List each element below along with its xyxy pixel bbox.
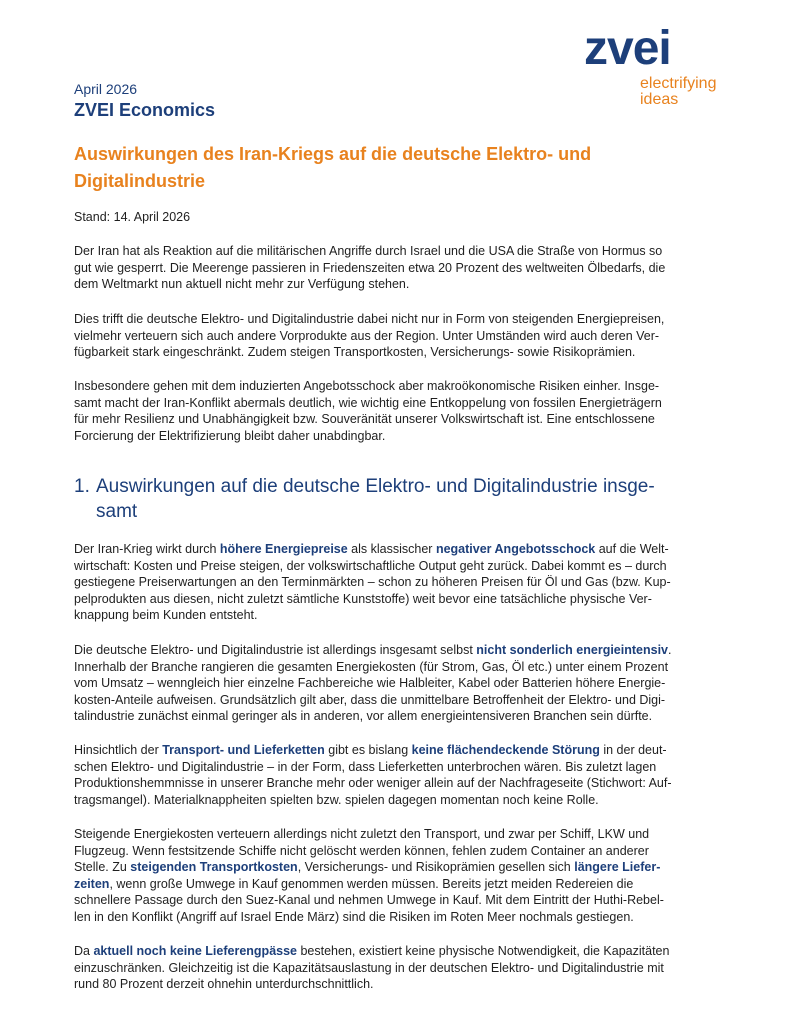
title-line-2: Digitalindustrie bbox=[74, 171, 206, 191]
status-date: Stand: 14. April 2026 bbox=[74, 210, 191, 224]
section-1-paragraph-4: Steigende Energiekosten verteuern allerdings nicht zuletzt den Transport, und zwar per Schiff, LKW und Flugzeug. Wenn festsitzende Schiffe nicht gelöscht werden können, fehlen zudem Container an anderer Stelle. Zu steigenden Transportkosten, Versicherungs- und Risikoprämien gesellen sich längere Liefer- zeiten, wenn große Umwege in Kauf genommen werden müssen. Bereits jetzt meiden Redereien die schnellere Passage durch den Suez-Kanal und nehmen Umwege in Kauf. Mit dem Eintritt der Huthi-Rebel- len in den Konflikt (Angriff auf Israel Ende März) sind die Risiken im Roten Meer nochmals gestiegen. bbox=[74, 827, 664, 924]
section-1-heading bbox=[74, 474, 716, 524]
section-heading-line-2: samt bbox=[96, 501, 138, 522]
section-1-paragraph-1: Der Iran-Krieg wirkt durch höhere Energiepreise als klassischer negativer Angebotsschock auf die Welt- wirtschaft: Kosten und Preise steigen, der volkswirtschaftliche Output geht zurück. Dabei kommt es – durch gestiegene Preiserwartungen an den Terminmärkten – schon zu höheren Preisen für Öl und Gas (bzw. Kup- pelprodukten aus diesen, nicht zuletzt sämtliche Kunststoffe) weit bevor eine tatsächliche physische Ver- knappung beim Kunden entsteht. bbox=[74, 542, 671, 622]
section-number: 1. bbox=[74, 476, 90, 497]
intro-paragraph-3: Insbesondere gehen mit dem induzierten Angebotsschock aber makroökonomische Risiken einher. Insge- samt macht der Iran-Konflikt abermals deutlich, wie wichtig eine Entkoppelung von fossilen Energieträgern für mehr Resilienz und Unabhängigkeit bzw. Souveränität unserer Volkswirtschaft ist. Eine entschlossene Forcierung der Elektrifizierung bleibt daher unabdingbar. bbox=[74, 379, 662, 443]
section-heading-line-1: Auswirkungen auf die deutsche Elektro- und Digitalindustrie insge- bbox=[96, 476, 655, 497]
header-date: April 2026 bbox=[74, 81, 138, 97]
header-department: ZVEI Economics bbox=[74, 100, 216, 120]
title-line-1: Auswirkungen des Iran-Kriegs auf die deutsche Elektro- und bbox=[74, 144, 592, 164]
intro-paragraph-2: Dies trifft die deutsche Elektro- und Digitalindustrie dabei nicht nur in Form von steigenden Energiepreisen, vielmehr verteuern sich auch andere Vorprodukte aus der Region. Unter Umständen wird auch deren Ver- fügbarkeit stark eingeschränkt. Zudem steigen Transportkosten, Versicherungs- sowie Risikoprämien. bbox=[74, 312, 665, 359]
intro-paragraph-1: Der Iran hat als Reaktion auf die militärischen Angriffe durch Israel und die USA die Straße von Hormus so gut wie gesperrt. Die Meerenge passieren in Friedenszeiten etwa 20 Prozent des weltweiten Ölbedarfs, die dem Weltmarkt nun aktuell nicht mehr zur Verfügung stehen. bbox=[74, 244, 666, 291]
section-1-paragraph-3: Hinsichtlich der Transport- und Lieferketten gibt es bislang keine flächendeckende Störung in der deut- schen Elektro- und Digitalindustrie – in der Form, dass Lieferketten unterbrochen wären. Bis zuletzt lagen Produktionshemmnisse in unserer Branche mehr oder weniger allein auf der Nachfrageseite (Stichwort: Auf- tragsmangel). Materialknappheiten spielten bzw. spielen dagegen momentan noch keine Rolle. bbox=[74, 743, 672, 807]
logo-tagline-1: electrifying bbox=[640, 75, 717, 92]
zvei-logo bbox=[584, 22, 744, 108]
document-title bbox=[74, 141, 734, 195]
section-1-paragraph-2: Die deutsche Elektro- und Digitalindustrie ist allerdings insgesamt selbst nicht sonderlich energieintensiv. Innerhalb der Branche rangieren die gesamten Energiekosten (für Strom, Gas, Öl etc.) unter einem Prozent vom Umsatz – wenngleich hier einzelne Fachbereiche wie Halbleiter, Kabel oder Batterien höhere Energie- kosten-Anteile aufweisen. Grundsätzlich gilt aber, dass die unmittelbare Betroffenheit der Elektro- und Digi- talindustrie zunächst einmal geringer als in anderen, vor allem energieintensiveren Branchen sein dürfte. bbox=[74, 643, 672, 723]
logo-wordmark: zvei bbox=[584, 22, 671, 75]
logo-tagline-2: ideas bbox=[640, 91, 679, 108]
section-1-paragraph-5: Da aktuell noch keine Lieferengpässe bestehen, existiert keine physische Notwendigkeit, die Kapazitäten einzuschränken. Gleichzeitig ist die Kapazitätsauslastung in der deutschen Elektro- und Digitalindustrie mit rund 80 Prozent derzeit ohnehin unterdurchschnittlich. bbox=[74, 944, 670, 991]
